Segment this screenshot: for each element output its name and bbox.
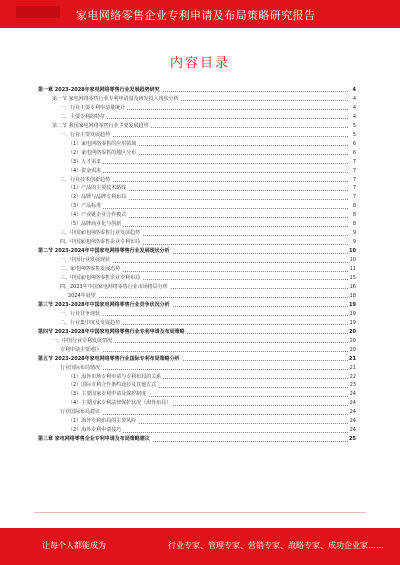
toc-entry[interactable] bbox=[38, 373, 356, 382]
toc-page-number: 20 bbox=[349, 337, 356, 344]
toc-entry-text: 专利申请主要地区 bbox=[38, 346, 102, 355]
toc-entry-text: 第一章 2023-2028年家电网络零售行业发展趋势研究 bbox=[38, 87, 160, 93]
footer-slogan-left: 让每个人都能成为 bbox=[42, 541, 106, 550]
toc-page-number: 21 bbox=[349, 364, 356, 371]
header-bar bbox=[0, 0, 400, 28]
toc-page-number: 7 bbox=[352, 158, 356, 165]
toc-entry[interactable] bbox=[38, 390, 356, 399]
toc-entry[interactable] bbox=[38, 426, 356, 435]
toc-entry-text: （1）海外市场专利申请与专利布局的关系 bbox=[38, 373, 163, 382]
toc-entry[interactable] bbox=[38, 238, 356, 247]
toc-page-number: 6 bbox=[352, 149, 356, 156]
toc-entry-text: 一、行业竞争现状 bbox=[38, 310, 102, 319]
toc-entry-text: （3）人才需求 bbox=[38, 158, 103, 167]
toc-entry[interactable] bbox=[38, 283, 356, 292]
toc-entry[interactable] bbox=[38, 310, 356, 319]
toc-entry[interactable] bbox=[38, 399, 356, 408]
toc-entry-text: 一、行业主要专利申请量统计 bbox=[38, 104, 127, 113]
toc-entry[interactable] bbox=[38, 122, 356, 131]
toc-entry[interactable] bbox=[38, 292, 356, 301]
toc-page-number: 7 bbox=[352, 185, 356, 192]
toc-page-number: 5 bbox=[352, 122, 356, 129]
toc-page-number: 24 bbox=[349, 418, 356, 425]
toc-entry-text: 第一节 家电网络零售行业专利申请量及研发投入现状分析 bbox=[38, 95, 181, 104]
toc-page-number: 10 bbox=[349, 248, 356, 255]
toc-page-number: 7 bbox=[352, 167, 356, 174]
toc-entry[interactable] bbox=[38, 131, 356, 140]
toc-entry[interactable] bbox=[38, 95, 356, 104]
toc-page-number: 5 bbox=[352, 131, 356, 138]
toc-entry-text: （1）产品的主要技术路线 bbox=[38, 184, 128, 193]
report-title: 家电网络零售企业专利申请及布局策略研究报告 bbox=[76, 9, 316, 22]
toc-entry-text: 第三章 家电网络零售企业专利申请及布局策略建议 bbox=[38, 436, 150, 443]
toc-page-number: 15 bbox=[349, 275, 356, 282]
toc-page-number: 20 bbox=[349, 346, 356, 353]
toc-page-number: 19 bbox=[349, 301, 356, 308]
toc-entry[interactable] bbox=[38, 364, 356, 373]
toc-entry-text: 一、中国行业专利发展情况 bbox=[38, 337, 114, 346]
toc-entry-text: （3）主要国家专利申请及保护制度 bbox=[38, 390, 148, 399]
toc-entry[interactable] bbox=[38, 86, 356, 95]
toc-entry[interactable] bbox=[38, 417, 356, 426]
toc-entry[interactable] bbox=[38, 176, 356, 185]
toc-page-number: 24 bbox=[349, 409, 356, 416]
toc-page-number: 24 bbox=[349, 391, 356, 398]
footer-bar bbox=[0, 528, 400, 565]
toc-entry-text: 一、中国行业发展现状 bbox=[38, 256, 112, 265]
toc-page-number: 7 bbox=[352, 194, 356, 201]
toc-entry[interactable] bbox=[38, 140, 356, 149]
toc-entry-text: 二、家电网络零售发展态势 bbox=[38, 265, 122, 274]
toc-entry[interactable] bbox=[38, 149, 356, 158]
toc-entry[interactable] bbox=[38, 229, 356, 238]
toc-entry-text: 第二节 2023-2024年中国家电网络零售行业发展现状分析 bbox=[38, 248, 170, 255]
toc-entry-text: 四、2023年中国家电网络零售行业市场格局分析 bbox=[38, 283, 170, 292]
toc-entry[interactable] bbox=[38, 337, 356, 346]
toc-page-number: 19 bbox=[349, 319, 356, 326]
toc-entry[interactable] bbox=[38, 256, 356, 265]
toc-entry-text: 三、中国家电网络零售企业专利布局 bbox=[38, 274, 142, 283]
toc-entry-text: （2）品牌与品牌专利布局 bbox=[38, 193, 128, 202]
toc-entry-text: 行业国际布局情况 bbox=[38, 364, 102, 373]
toc-page-number: 8 bbox=[352, 212, 356, 219]
footer-divider bbox=[34, 512, 366, 513]
toc-entry-text: （2）国际专利合作条约途径及其他方式 bbox=[38, 381, 158, 390]
toc-entry[interactable] bbox=[38, 301, 356, 310]
toc-page-number: 24 bbox=[349, 427, 356, 434]
toc-page-number: 16 bbox=[349, 283, 356, 290]
toc-page-number: 22 bbox=[349, 373, 356, 380]
toc-entry-text: 第二节 我国家电网络零售行业主要发展趋势 bbox=[38, 122, 151, 131]
toc-entry-text: 三、中国家电网络零售行业发展趋势 bbox=[38, 229, 142, 238]
toc-entry[interactable] bbox=[38, 319, 356, 328]
toc-entry-text: 2024年展望 bbox=[38, 292, 98, 301]
toc-entry[interactable] bbox=[38, 104, 356, 113]
toc-entry[interactable] bbox=[38, 346, 356, 355]
toc-entry-text: （2）海外专利申请技巧 bbox=[38, 426, 123, 435]
toc-heading: 内容目录 bbox=[169, 56, 230, 71]
table-of-contents bbox=[38, 86, 356, 444]
toc-entry-text: （4）主要国家专利法律保护状况（海外布局） bbox=[38, 399, 173, 408]
toc-entry[interactable] bbox=[38, 113, 356, 122]
toc-entry-text: （2）家电网络零售的地区分布 bbox=[38, 149, 138, 158]
toc-page-number: 24 bbox=[349, 400, 356, 407]
toc-page-number: 6 bbox=[352, 140, 356, 147]
toc-entry-text: 二、行业集中度及发展趋势 bbox=[38, 319, 122, 328]
toc-page-number: 4 bbox=[352, 113, 356, 120]
toc-entry[interactable] bbox=[38, 202, 356, 211]
toc-entry-text: 第三节 2023-2028年中国家电网络零售行业竞争状况分析 bbox=[38, 301, 170, 308]
toc-entry[interactable] bbox=[38, 408, 356, 417]
toc-entry-text: （5）品牌商业化与创新 bbox=[38, 220, 123, 229]
toc-entry[interactable] bbox=[38, 274, 356, 283]
toc-entry-text: 二、主要专利的特征 bbox=[38, 113, 107, 122]
toc-page-number: 10 bbox=[349, 257, 356, 264]
toc-entry-text: 一、行业主要发展趋势 bbox=[38, 131, 112, 140]
toc-entry-text: 第五节 2023-2028年家电网络零售行业国际专利布局策略分析 bbox=[38, 355, 180, 362]
toc-page-number: 11 bbox=[349, 266, 356, 273]
toc-page-number: 18 bbox=[349, 292, 356, 299]
toc-page-number: 9 bbox=[352, 230, 356, 237]
toc-entry[interactable] bbox=[38, 381, 356, 390]
toc-entry-text: （4）产业链企业合作模式 bbox=[38, 211, 128, 220]
toc-page-number: 9 bbox=[352, 239, 356, 246]
toc-entry[interactable] bbox=[38, 167, 356, 176]
header-logo bbox=[16, 6, 60, 18]
toc-page-number: 8 bbox=[352, 221, 356, 228]
toc-page-number: 23 bbox=[349, 382, 356, 389]
toc-page-number: 19 bbox=[349, 310, 356, 317]
toc-entry[interactable] bbox=[38, 193, 356, 202]
toc-entry-text: 行业国际布局建议 bbox=[38, 408, 102, 417]
toc-entry[interactable] bbox=[38, 184, 356, 193]
footer-slogan-right: 行业专家、管理专家、营销专家、战略专家、成功企业家…… bbox=[168, 541, 384, 550]
toc-page-number: 4 bbox=[352, 87, 356, 93]
toc-page-number: 21 bbox=[349, 355, 356, 362]
toc-entry-text: （1）家电网络零售的应用领域 bbox=[38, 140, 138, 149]
toc-entry[interactable] bbox=[38, 158, 356, 167]
toc-page-number: 4 bbox=[352, 95, 356, 102]
toc-entry[interactable] bbox=[38, 220, 356, 229]
toc-entry-text: 第四节 2023-2028年中国家电网络零售行业专利申请及布局策略 bbox=[38, 328, 185, 335]
toc-page-number: 20 bbox=[349, 328, 356, 335]
toc-entry-text: （3）产品标准 bbox=[38, 202, 103, 211]
toc-entry[interactable] bbox=[38, 265, 356, 274]
toc-entry-text: （4）资金需求 bbox=[38, 167, 103, 176]
toc-page-number: 4 bbox=[352, 104, 356, 111]
toc-entry-text: 四、中国家电网络零售企业专利布局 bbox=[38, 238, 142, 247]
toc-page-number: 8 bbox=[352, 203, 356, 210]
toc-entry[interactable] bbox=[38, 247, 356, 256]
toc-entry[interactable] bbox=[38, 355, 356, 364]
toc-entry[interactable] bbox=[38, 435, 356, 444]
toc-page-number: 25 bbox=[349, 436, 356, 443]
toc-entry[interactable] bbox=[38, 328, 356, 337]
toc-entry[interactable] bbox=[38, 211, 356, 220]
toc-entry-text: 二、行业技术创新趋势 bbox=[38, 176, 112, 185]
toc-page-number: 7 bbox=[352, 176, 356, 183]
toc-entry-text: （1）海外专利布局的主要风险 bbox=[38, 417, 138, 426]
